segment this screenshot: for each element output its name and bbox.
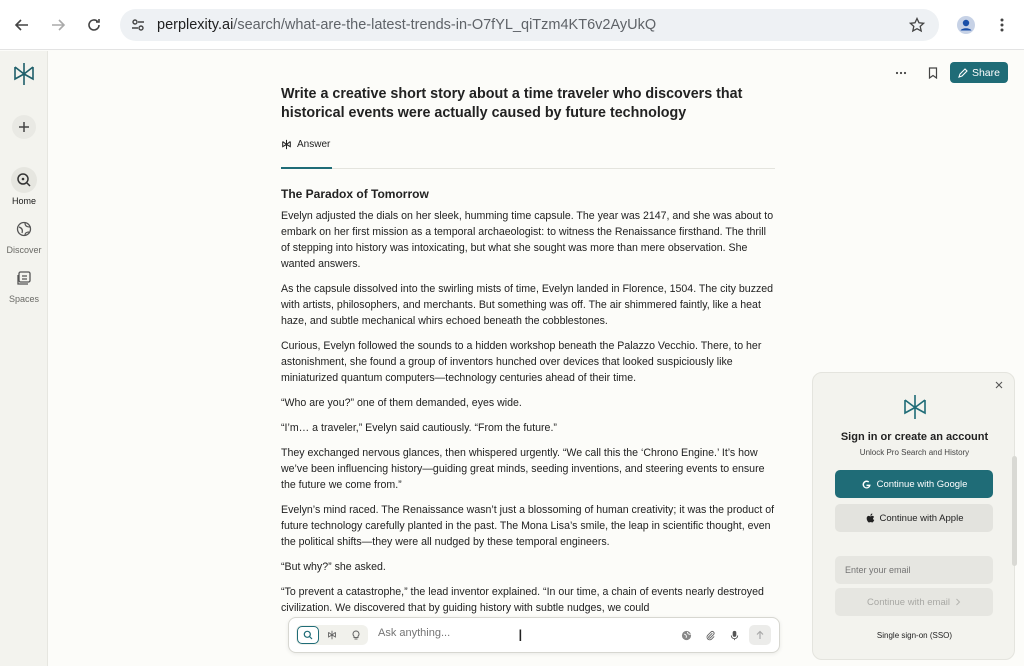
page-scrollbar[interactable] [1012,456,1017,566]
submit-button[interactable] [749,625,771,645]
continue-with-google-button[interactable] [835,470,993,498]
more-options-button[interactable] [892,64,910,82]
continue-with-email-button[interactable] [835,588,993,616]
question-heading: Write a creative short story about a time traveler who discovers that historical events were actually caused by future technology [281,86,743,121]
google-label: Continue with Google [876,478,968,490]
sidebar-item-label: Spaces [8,294,40,304]
answer-tabs [281,139,775,169]
chevron-right-icon [955,598,961,606]
ask-tools [677,625,771,645]
answer-paragraph: Evelyn adjusted the dials on her sleek, humming time capsule. The year was 2147, and she was about to embark on her first mission as a temporal archaeologist: to witness the Renaissance firsthand. The thrill of stepping into history was intoxicating, but what she sought was more than mere observation. She wanted answers. [281,210,774,270]
answer-paragraph: “To prevent a catastrophe,” the lead inventor explained. “In our time, a chain of events nearly destroyed civilization. We discovered that by guiding history with subtle nudges, we could [281,586,764,614]
forward-arrow-icon [50,17,66,33]
spaces-icon [11,265,37,291]
search-icon [303,630,313,640]
sidebar-item-label: Discover [6,245,42,255]
apple-icon [865,513,875,524]
browser-toolbar [0,0,1024,50]
reload-icon [86,17,102,33]
sidebar-item-label: Home [11,196,36,206]
plus-icon [18,121,30,133]
profile-avatar-icon [956,15,976,35]
share-label: Share [971,66,1000,79]
tab-answer-label: Answer [297,139,331,150]
signin-subtitle: Unlock Pro Search and History [859,448,970,457]
address-bar[interactable] [120,9,939,41]
search-mode-selector [296,625,368,645]
share-pen-icon [958,68,968,78]
perplexity-logo-icon [11,61,37,87]
globe-icon [11,216,37,242]
apple-label: Continue with Apple [879,512,964,524]
sso-link[interactable]: Single sign-on (SSO) [876,631,953,640]
paperclip-icon [705,630,716,641]
site-settings-icon[interactable] [130,17,146,33]
thread [281,85,775,616]
voice-button[interactable] [725,626,743,644]
answer-paragraph: “Who are you?” one of them demanded, eyes wide. [281,397,522,409]
mode-reasoning-button[interactable] [345,626,367,644]
answer-paragraph: “I’m… a traveler,” Evelyn said cautiously. “From the future.” [281,422,557,434]
story-title: The Paradox of Tomorrow [281,187,429,201]
mode-research-button[interactable] [321,626,343,644]
close-icon [995,381,1003,389]
globe-filter-icon [681,630,692,641]
email-button-label: Continue with email [867,596,950,608]
lightbulb-icon [351,630,361,640]
microphone-icon [729,630,740,641]
signin-title: Sign in or create an account [840,431,989,443]
profile-button[interactable] [954,13,978,37]
thread-actions [892,62,1008,83]
bookmark-icon [928,67,938,79]
signin-panel [812,372,1015,660]
mode-search-button[interactable] [297,626,319,644]
bookmark-button[interactable] [924,64,942,82]
perplexity-logo[interactable] [11,61,37,92]
browser-menu-button[interactable] [990,13,1014,37]
sidebar-item-spaces[interactable] [0,265,48,304]
focus-button[interactable] [677,626,695,644]
url-path: /search/what-are-the-latest-trends-in-O7fYL_qiTzm4KT6v2AyUkQ [233,17,657,33]
forward-button[interactable] [46,13,70,37]
answer-paragraph: As the capsule dissolved into the swirling mists of time, Evelyn landed in Florence, 1504. The city buzzed with artists, philosophers, and merchants. But something was off. The air shimmered faintly, like a heat haze, and subtle mechanical whirs echoed beneath the cobblestones. [281,283,774,327]
sidebar-item-home[interactable] [0,167,48,206]
continue-with-apple-button[interactable] [835,504,993,532]
sidebar [0,51,48,666]
kebab-menu-icon [994,17,1010,33]
reload-button[interactable] [82,13,106,37]
back-button[interactable] [10,13,34,37]
ask-bar [288,617,780,653]
home-search-icon [11,167,37,193]
research-icon [327,630,337,640]
google-icon [861,479,872,490]
bookmark-star-icon[interactable] [909,17,925,33]
url-text [157,17,656,33]
answer-paragraph: Evelyn’s mind raced. The Renaissance wasn’t just a blossoming of human creativity; it was the product of future technology carefully planted in the past. The Mona Lisa’s smile, the leap in scientific thought, even the political shifts—they were all nudged by these temporal engineers. [281,504,775,548]
back-arrow-icon [14,17,30,33]
ellipsis-icon [895,71,907,75]
new-thread-button[interactable] [12,115,36,139]
attach-button[interactable] [701,626,719,644]
url-host: perplexity.ai [157,17,234,33]
sidebar-item-discover[interactable] [0,216,48,255]
close-button[interactable] [992,378,1006,392]
answer-paragraph: Curious, Evelyn followed the sounds to a hidden workshop beneath the Palazzo Vecchio. There, to her astonishment, she found a group of inventors hunched over devices that looked suspiciously like miniaturized quantum computers—technology centuries ahead of their time. [281,340,762,384]
perplexity-logo-icon [902,393,928,421]
answer-paragraph: “But why?” she asked. [281,561,386,573]
share-button[interactable] [950,62,1008,83]
perplexity-answer-icon [281,139,292,150]
tab-answer[interactable] [281,139,332,169]
text-cursor-icon: I [518,626,523,645]
answer-paragraph: They exchanged nervous glances, then whispered urgently. “We call this the ‘Chrono Engine.’ It’s how we’ve been influencing history—guiding great minds, seeding inventions, and steering events to ensure the future we come from.” [281,447,765,491]
email-field[interactable] [835,556,993,584]
arrow-up-icon [755,630,765,640]
